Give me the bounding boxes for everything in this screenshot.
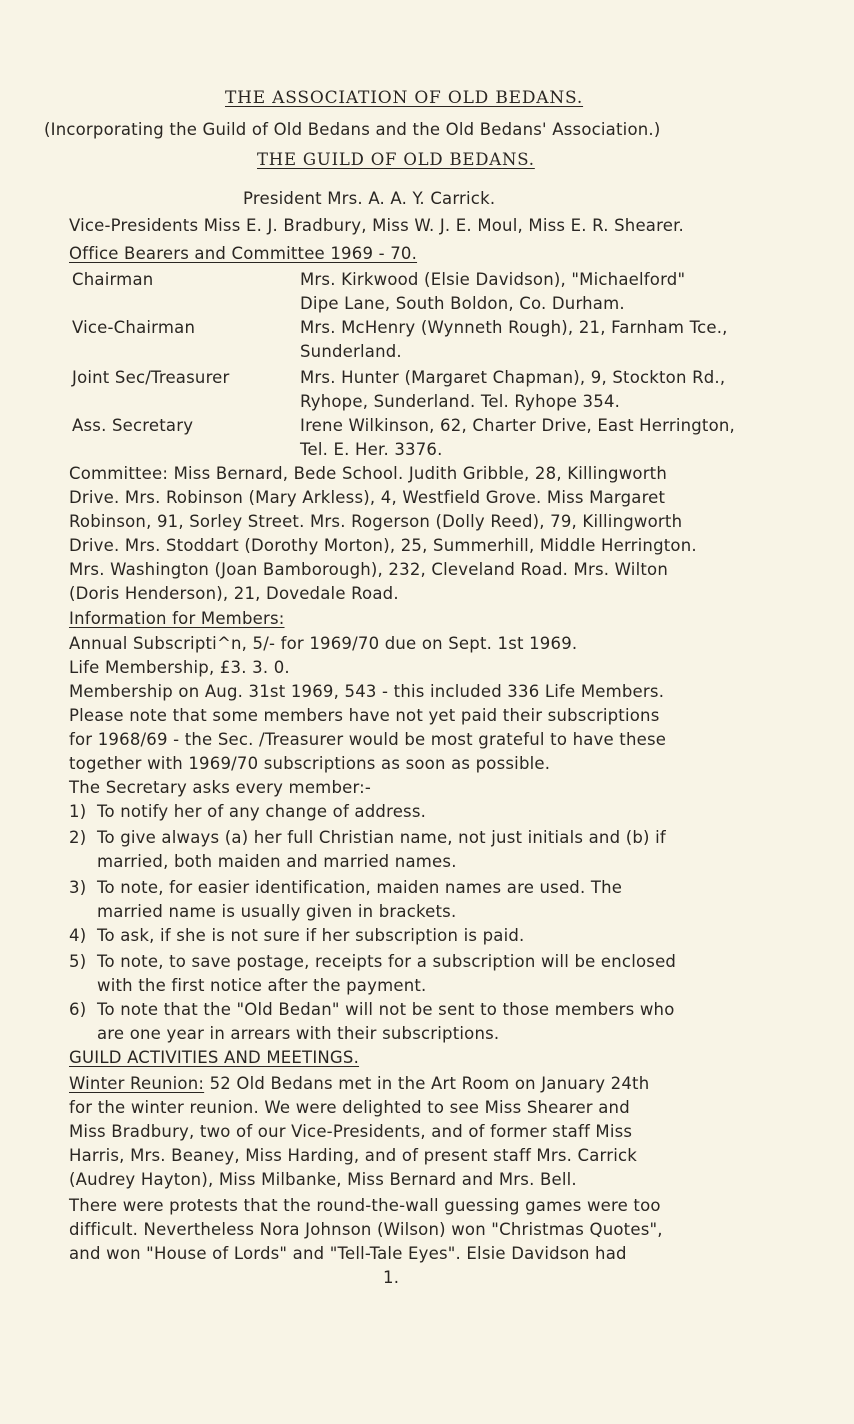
info-line: The Secretary asks every member:- — [69, 778, 372, 797]
role-label-ass-secretary: Ass. Secretary — [72, 416, 194, 435]
committee-line: (Doris Henderson), 21, Dovedale Road. — [69, 584, 399, 603]
guild-line: difficult. Nevertheless Nora Johnson (Wilson) won "Christmas Quotes", — [69, 1220, 663, 1239]
vice-presidents-line: Vice-Presidents Miss E. J. Bradbury, Miss W. J. E. Moul, Miss E. R. Shearer. — [69, 216, 685, 235]
guild-activities-heading: GUILD ACTIVITIES AND MEETINGS. — [69, 1048, 360, 1067]
role-label-chairman: Chairman — [72, 270, 154, 289]
role-value-line: Irene Wilkinson, 62, Charter Drive, East Herrington, — [300, 416, 736, 435]
committee-line: Committee: Miss Bernard, Bede School. Judith Gribble, 28, Killingworth — [69, 464, 668, 483]
item-text: To ask, if she is not sure if her subscription is paid. — [97, 926, 525, 945]
info-line: Annual Subscripti^n, 5/- for 1969/70 due on Sept. 1st 1969. — [69, 634, 578, 653]
role-label-joint-sec: Joint Sec/Treasurer — [72, 368, 230, 387]
committee-line: Drive. Mrs. Robinson (Mary Arkless), 4, Westfield Grove. Miss Margaret — [69, 488, 666, 507]
guild-line: Harris, Mrs. Beaney, Miss Harding, and of present staff Mrs. Carrick — [69, 1146, 638, 1165]
item-text: To note, for easier identification, maiden names are used. The — [97, 878, 623, 897]
item-text: To give always (a) her full Christian name, not just initials and (b) if — [97, 828, 666, 847]
item-text: To notify her of any change of address. — [97, 802, 427, 821]
page-number: 1. — [383, 1268, 400, 1287]
guild-title: THE GUILD OF OLD BEDANS. — [257, 150, 535, 169]
item-number: 2) — [69, 828, 87, 847]
role-value-line: Dipe Lane, South Boldon, Co. Durham. — [300, 294, 625, 313]
item-number: 1) — [69, 802, 87, 821]
item-text: married, both maiden and married names. — [97, 852, 457, 871]
reunion-first-line — [69, 1074, 649, 1094]
committee-line: Drive. Mrs. Stoddart (Dorothy Morton), 25, Summerhill, Middle Herrington. — [69, 536, 697, 555]
item-number: 4) — [69, 926, 87, 945]
document-title: THE ASSOCIATION OF OLD BEDANS. — [225, 88, 584, 108]
item-text: To note, to save postage, receipts for a subscription will be enclosed — [97, 952, 677, 971]
item-text: with the first notice after the payment. — [97, 976, 427, 995]
committee-line: Mrs. Washington (Joan Bamborough), 232, Cleveland Road. Mrs. Wilton — [69, 560, 668, 579]
role-value-line: Tel. E. Her. 3376. — [300, 440, 443, 459]
role-label-vice-chairman: Vice-Chairman — [72, 318, 196, 337]
role-value-line: Mrs. McHenry (Wynneth Rough), 21, Farnham Tce., — [300, 318, 728, 337]
item-text: married name is usually given in brackets. — [97, 902, 457, 921]
info-line: together with 1969/70 subscriptions as soon as possible. — [69, 754, 551, 773]
role-value-line: Mrs. Kirkwood (Elsie Davidson), "Michaelford" — [300, 270, 686, 289]
item-number: 6) — [69, 1000, 87, 1019]
guild-line: for the winter reunion. We were delighted to see Miss Shearer and — [69, 1098, 630, 1117]
office-bearers-heading: Office Bearers and Committee 1969 - 70. — [69, 244, 418, 263]
reunion-text: 52 Old Bedans met in the Art Room on January 24th — [204, 1074, 650, 1093]
guild-line: (Audrey Hayton), Miss Milbanke, Miss Bernard and Mrs. Bell. — [69, 1170, 577, 1189]
guild-line: Miss Bradbury, two of our Vice-Presidents, and of former staff Miss — [69, 1122, 633, 1141]
item-text: are one year in arrears with their subscriptions. — [97, 1024, 500, 1043]
role-value-line: Mrs. Hunter (Margaret Chapman), 9, Stockton Rd., — [300, 368, 726, 387]
info-line: Membership on Aug. 31st 1969, 543 - this included 336 Life Members. — [69, 682, 665, 701]
committee-line: Robinson, 91, Sorley Street. Mrs. Rogerson (Dolly Reed), 79, Killingworth — [69, 512, 683, 531]
info-line: Life Membership, £3. 3. 0. — [69, 658, 290, 677]
item-number: 3) — [69, 878, 87, 897]
document-subtitle: (Incorporating the Guild of Old Bedans and the Old Bedans' Association.) — [44, 120, 661, 139]
item-number: 5) — [69, 952, 87, 971]
info-line: Please note that some members have not yet paid their subscriptions — [69, 706, 660, 725]
info-line: for 1968/69 - the Sec. /Treasurer would be most grateful to have these — [69, 730, 667, 749]
role-value-line: Sunderland. — [300, 342, 402, 361]
item-text: To note that the "Old Bedan" will not be sent to those members who — [97, 1000, 675, 1019]
guild-line: and won "House of Lords" and "Tell-Tale Eyes". Elsie Davidson had — [69, 1244, 627, 1263]
winter-reunion-label: Winter Reunion: — [69, 1074, 205, 1093]
info-heading: Information for Members: — [69, 609, 285, 628]
president-line: President Mrs. A. A. Y. Carrick. — [243, 189, 496, 208]
guild-line: There were protests that the round-the-wall guessing games were too — [69, 1196, 661, 1215]
role-value-line: Ryhope, Sunderland. Tel. Ryhope 354. — [300, 392, 621, 411]
